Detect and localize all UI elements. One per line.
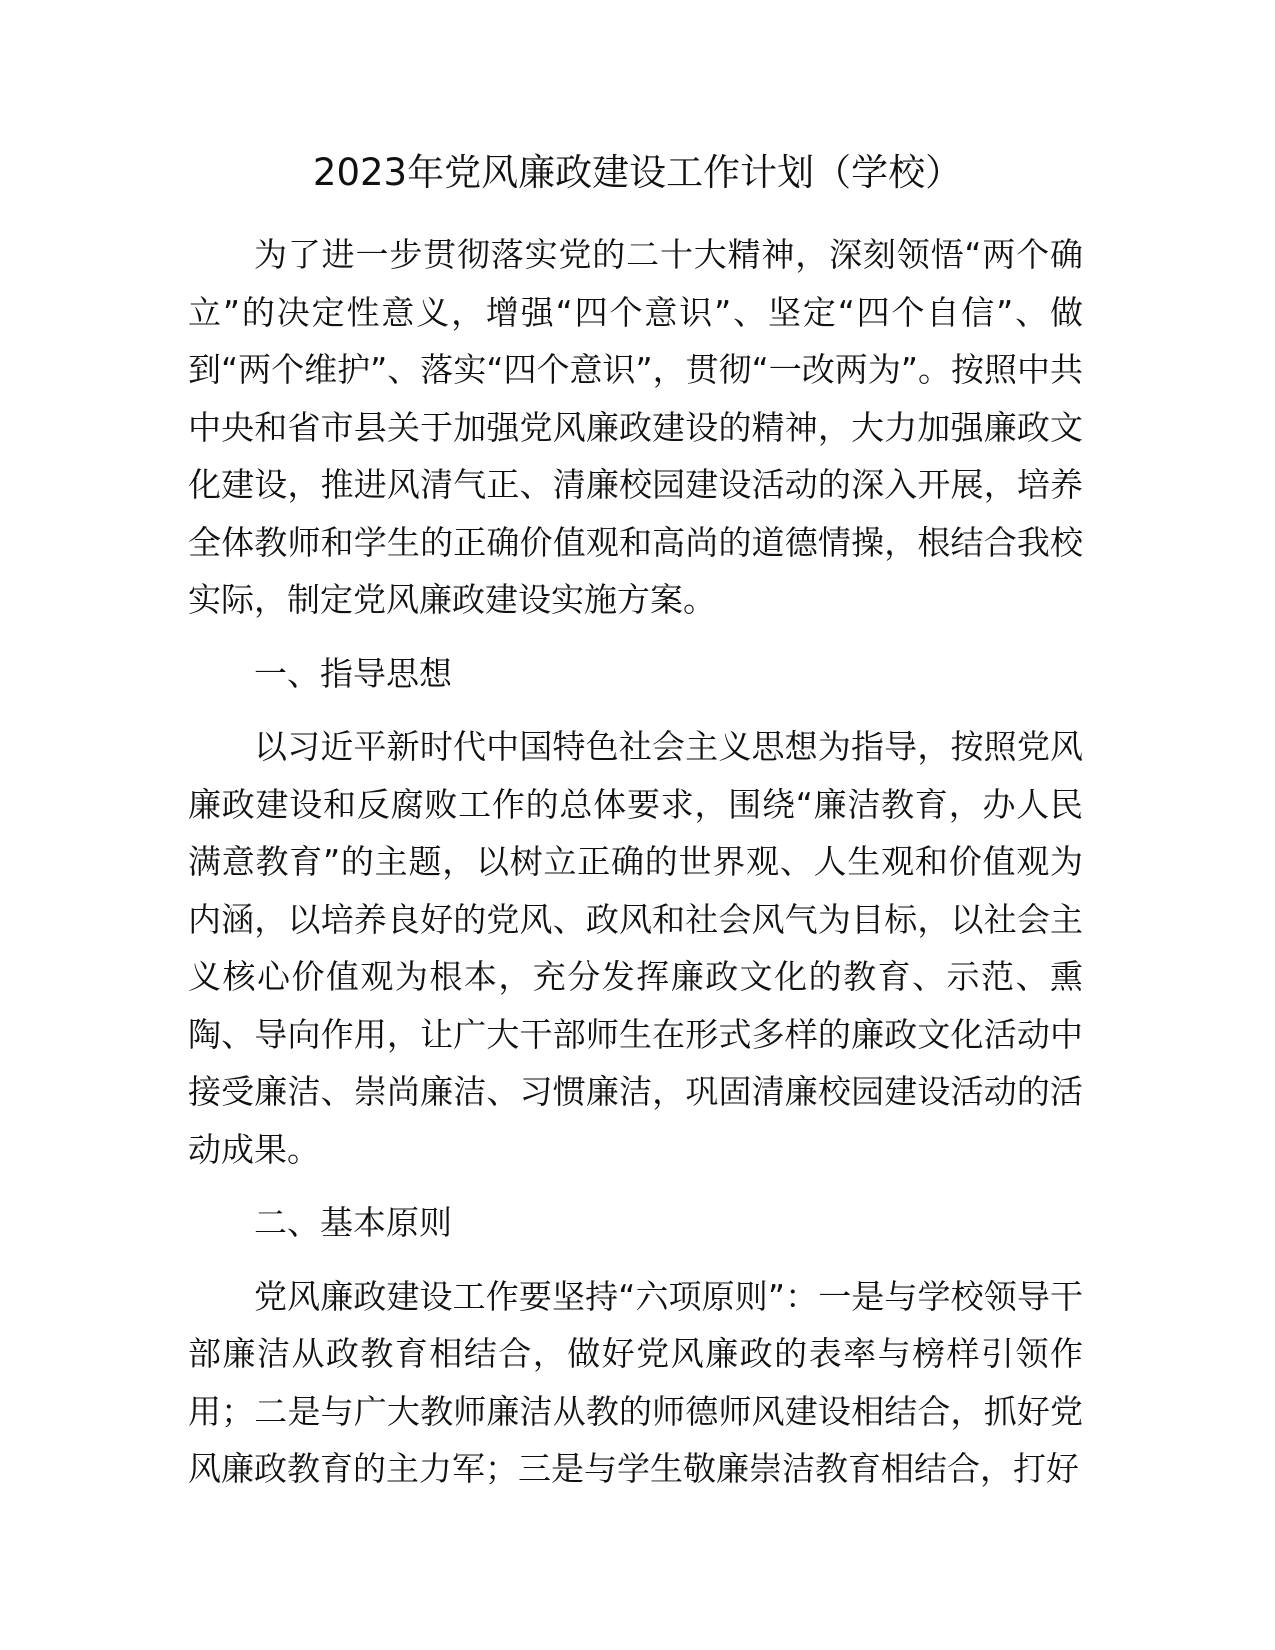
- guiding-ideology-paragraph: 以习近平新时代中国特色社会主义思想为指导，按照党风廉政建设和反腐败工作的总体要求，围绕“廉洁教育，办人民满意教育”的主题，以树立正确的世界观、人生观和价值观为内涵，以培养良好的党风、政风和社会风气为目标，以社会主义核心价值观为根本，充分发挥廉政文化的教育、示范、熏陶、导向作用，让广大干部师生在形式多样的廉政文化活动中接受廉洁、崇尚廉洁、习惯廉洁，巩固清廉校园建设活动的活动成果。: [188, 727, 1083, 1169]
- document-body: [188, 226, 1083, 1498]
- section-heading-basic-principles: 二、基本原则: [254, 1203, 452, 1242]
- document-title: 2023年党风廉政建设工作计划（学校）: [312, 151, 963, 194]
- basic-principles-paragraph: 党风廉政建设工作要坚持“六项原则”：一是与学校领导干部廉洁从政教育相结合，做好党风廉政的表率与榜样引领作用；二是与广大教师廉洁从教的师德师风建设相结合，抓好党风廉政教育的主力军；三是与学生敬廉崇洁教育相结合，打好: [188, 1276, 1083, 1488]
- section-heading-guiding-ideology: 一、指导思想: [254, 653, 452, 693]
- intro-paragraph: 为了进一步贯彻落实党的二十大精神，深刻领悟“两个确立”的决定性意义，增强“四个意识”、坚定“四个自信”、做到“两个维护”、落实“四个意识”，贯彻“一改两为”。按照中共中央和省市县关于加强党风廉政建设的精神，大力加强廉政文化建设，推进风清气正、清廉校园建设活动的深入开展，培养全体教师和学生的正确价值观和高尚的道德情操，根结合我校实际，制定党风廉政建设实施方案。: [188, 235, 1083, 619]
